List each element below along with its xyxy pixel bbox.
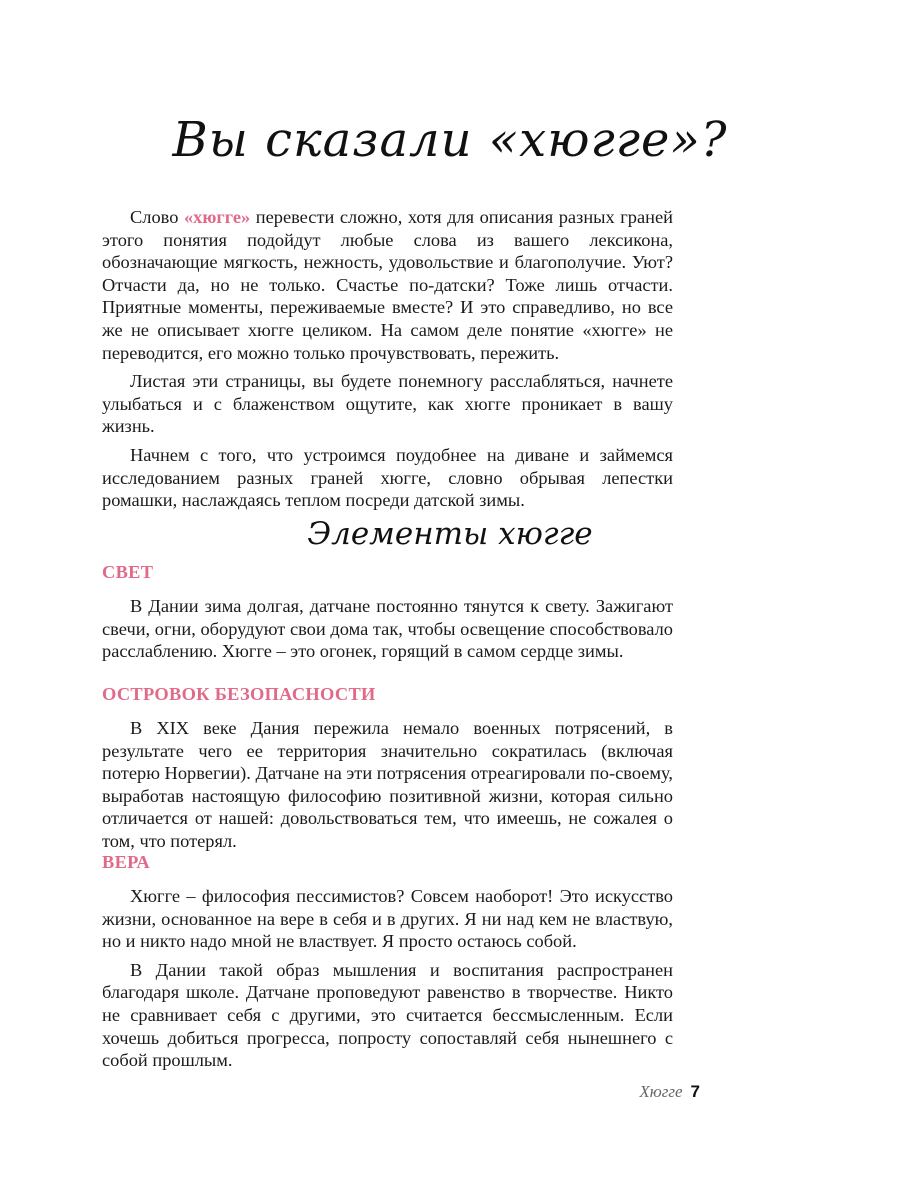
section-safety: [102, 684, 673, 859]
section-heading-safety: ОСТРОВОК БЕЗОПАСНОСТИ: [102, 684, 376, 704]
section-subtitle: Элементы хюгге: [307, 516, 593, 552]
highlight-word: «хюгге»: [183, 207, 251, 227]
section-faith: [102, 852, 673, 1078]
section-safety-paragraph: В XIX веке Дания пережила немало военных потрясений, в результате чего ее территория значительно сократилась (включая потерю Норвегии). Датчане на эти потрясения отреагировали по-своему, выработав настоящую философию позитивной жизни, которая сильно отличается от нашей: довольствоваться тем, что имеешь, не сожалея о том, что потерял.: [102, 718, 673, 851]
section-light-paragraph: В Дании зима долгая, датчане постоянно тянутся к свету. Зажигают свечи, огни, оборудуют свои дома так, чтобы освещение способствовало расслаблению. Хюгге – это огонек, горящий в самом сердце зимы.: [102, 596, 673, 662]
page-number: 7: [690, 1082, 700, 1101]
section-faith-paragraph-2: В Дании такой образ мышления и воспитания распространен благодаря школе. Датчане проповедуют равенство в творчестве. Никто не сравнивает себя с другими, это считается бессмысленным. Если хочешь добиться прогресса, попросту сопоставляй себя нынешнего с собой прошлым.: [102, 959, 673, 1071]
page-title: Вы сказали «хюгге»?: [172, 112, 728, 168]
page-footer: [600, 1082, 700, 1102]
intro-paragraph-3: Начнем с того, что устроимся поудобнее на диване и займемся исследованием разных граней хюгге, словно обрывая лепестки ромашки, наслаждаясь теплом посреди датской зимы.: [102, 444, 673, 511]
section-light: [102, 562, 673, 669]
section-heading-light: СВЕТ: [102, 562, 154, 582]
intro-p1-after: перевести сложно, хотя для описания разных граней этого понятия подойдут любые слова из вашего лексикона, обозначающие мягкость, нежность, удовольствие и благополучие. Уют? Отчасти да, но не только. Счастье по-датски? Тоже лишь отчасти. Приятные моменты, переживаемые вместе? И это справедливо, но все же не описывает хюгге целиком. На самом деле понятие «хюгге» не переводится, его можно только прочувствовать, пережить.: [102, 207, 673, 363]
intro-p1-before: Слово: [130, 207, 184, 227]
intro-text: [102, 206, 673, 518]
section-heading-faith: ВЕРА: [102, 852, 150, 872]
intro-paragraph-2: Листая эти страницы, вы будете понемногу расслабляться, начнете улыбаться и с блаженством ощутите, как хюгге проникает в вашу жизнь.: [102, 371, 673, 437]
section-faith-paragraph-1: Хюгге – философия пессимистов? Совсем наоборот! Это искусство жизни, основанное на вере в себя и в других. Я ни над кем не властвую, но и никто надо мной не властвует. Я просто остаюсь собой.: [102, 886, 673, 952]
footer-book-title: Хюгге: [639, 1082, 683, 1101]
intro-paragraph-1: [102, 206, 673, 364]
